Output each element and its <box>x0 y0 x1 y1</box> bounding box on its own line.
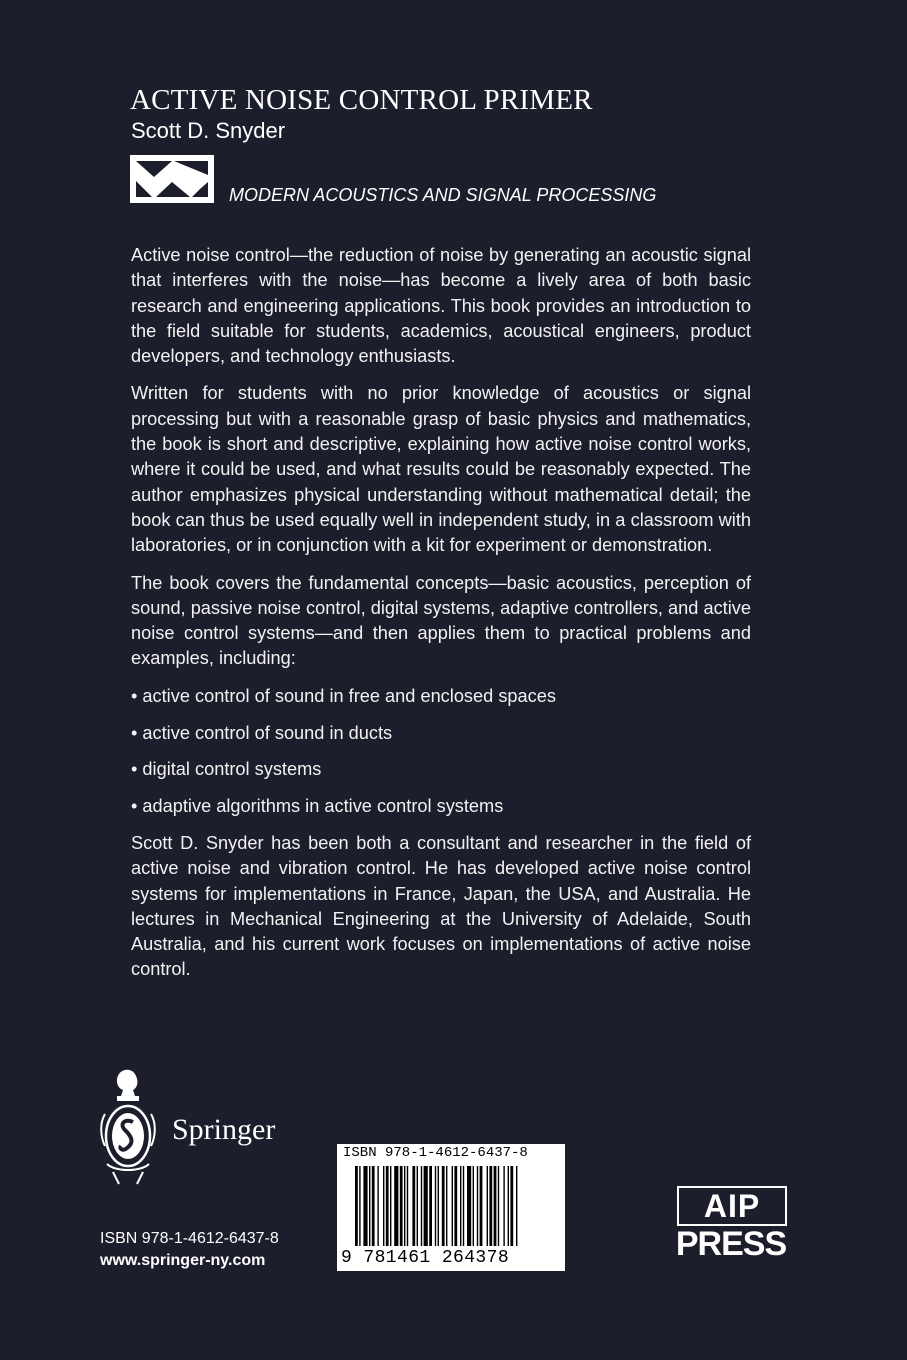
isbn-text: ISBN 978-1-4612-6437-8 <box>100 1230 279 1247</box>
barcode-bar <box>446 1166 447 1246</box>
barcode-bar <box>429 1166 432 1246</box>
description-paragraph: The book covers the fundamental concepts—basic acoustics, perception of sound, passive noise control, digital systems, adaptive controllers, and active noise control systems—and then applies them to practical problems and examples, including: <box>131 572 751 669</box>
barcode-bar <box>489 1166 492 1246</box>
barcode-bars-icon <box>341 1166 561 1248</box>
description-block <box>131 243 751 995</box>
barcode-bar <box>516 1166 517 1246</box>
barcode-bar <box>480 1166 483 1246</box>
barcode-bar <box>477 1166 478 1246</box>
publisher-name: Springer <box>172 1113 276 1146</box>
barcode-bar <box>435 1166 436 1246</box>
barcode-bar <box>503 1166 504 1246</box>
barcode-bar <box>421 1166 422 1246</box>
series-name: MODERN ACOUSTICS AND SIGNAL PROCESSING <box>229 185 657 205</box>
description-paragraph: Active noise control—the reduction of noise by generating an acoustic signal that interferes with the noise—has become a lively area of both basic research and engineering applications. This book provides an introduction to the field suitable for students, academics, acoustical engineers, product developers, and technology enthusiasts. <box>131 245 751 367</box>
series-logo-icon <box>130 155 214 203</box>
barcode-bar <box>454 1166 457 1246</box>
barcode-digits: 9 781461 264378 <box>341 1248 510 1268</box>
description-paragraph: Written for students with no prior knowledge of acoustics or signal processing but with a reasonable grasp of basic physics and mathematics, the book is short and descriptive, explaining how active noise control works, where it could be used, and what results could be reasonably expected. The author emphasizes physical understanding without mathematical detail; the book can thus be used equally well in independent study, in a classroom with laboratories, or in conjunction with a kit for experiment or demonstration. <box>131 383 751 556</box>
barcode-bar <box>438 1166 439 1246</box>
barcode-bar <box>407 1166 408 1246</box>
list-item: • adaptive algorithms in active control systems <box>131 794 751 819</box>
aip-press-logo <box>677 1186 785 1266</box>
barcode-bar <box>508 1166 509 1246</box>
book-title: ACTIVE NOISE CONTROL PRIMER <box>130 84 593 116</box>
barcode-bar <box>404 1166 405 1246</box>
barcode-bar <box>442 1166 445 1246</box>
barcode-bar <box>487 1166 488 1246</box>
list-item: • active control of sound in free and enclosed spaces <box>131 684 751 709</box>
barcode-bar <box>452 1166 453 1246</box>
publisher-url[interactable]: www.springer-ny.com <box>100 1252 266 1269</box>
barcode-bar <box>355 1166 358 1246</box>
barcode-bar <box>400 1166 403 1246</box>
barcode-isbn: ISBN 978-1-4612-6437-8 <box>343 1145 528 1161</box>
topics-list <box>131 684 751 820</box>
barcode-bar <box>494 1166 497 1246</box>
barcode-bar <box>372 1166 375 1246</box>
barcode-bar <box>386 1166 389 1246</box>
barcode-bar <box>424 1166 428 1246</box>
barcode-bar <box>417 1166 418 1246</box>
aip-logo-top: AIP <box>703 1188 761 1224</box>
author-bio: Scott D. Snyder has been both a consultant and researcher in the field of active noise and vibration control. He has developed active noise control systems for implementations in France, Japan, the USA, and Australia. He lectures in Mechanical Engineering at the University of Adelaide, South Australia, and his current work focuses on implementations of active noise control. <box>131 832 751 980</box>
barcode-bar <box>390 1166 391 1246</box>
barcode-bar <box>394 1166 398 1246</box>
barcode-bar <box>363 1166 367 1246</box>
barcode-bar <box>460 1166 461 1246</box>
barcode-bar <box>473 1166 474 1246</box>
barcode-bar <box>463 1166 464 1246</box>
list-item: • active control of sound in ducts <box>131 721 751 746</box>
list-item: • digital control systems <box>131 757 751 782</box>
barcode-bar <box>377 1166 378 1246</box>
barcode-bar <box>467 1166 471 1246</box>
barcode-bar <box>510 1166 513 1246</box>
barcode-bar <box>412 1166 415 1246</box>
book-author: Scott D. Snyder <box>131 118 286 143</box>
barcode-bar <box>359 1166 360 1246</box>
springer-knight-logo-icon <box>97 1068 159 1188</box>
barcode <box>337 1144 565 1271</box>
barcode-bar <box>383 1166 384 1246</box>
barcode-bar <box>498 1166 499 1246</box>
aip-logo-bottom: PRESS <box>675 1225 787 1263</box>
barcode-bar <box>369 1166 370 1246</box>
